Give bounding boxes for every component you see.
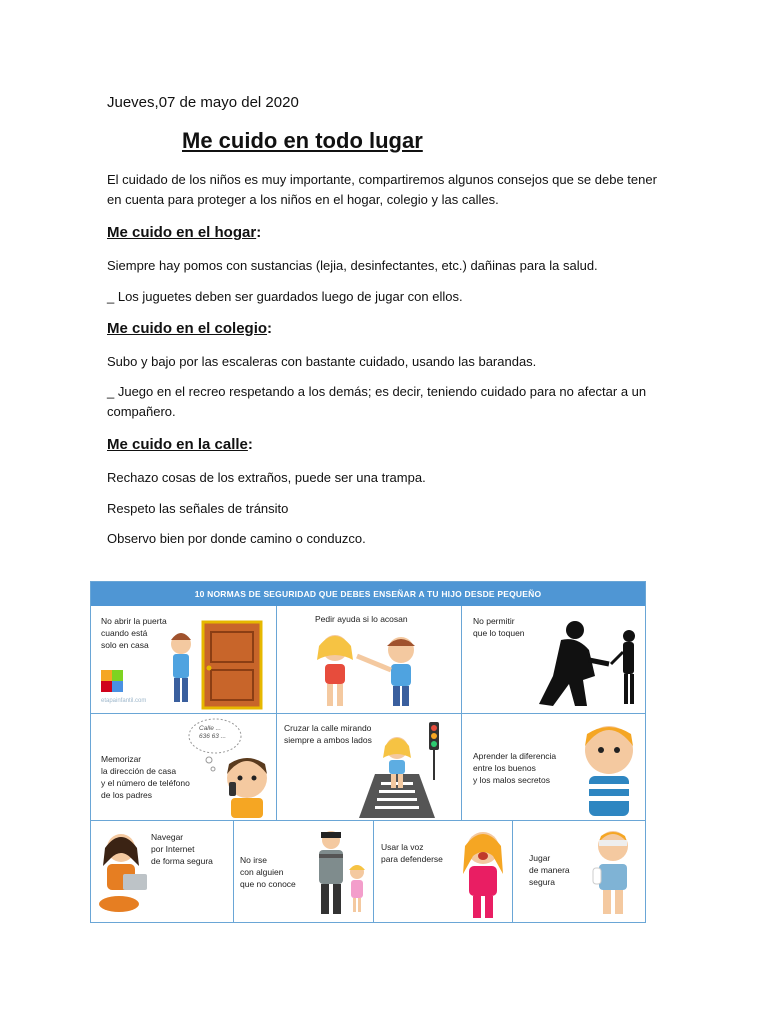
hogar-line-1: Siempre hay pomos con sustancias (lejia, desinfectantes, etc.) dañinas para la salud. (107, 258, 598, 273)
grid-line (91, 713, 646, 714)
cell-text-help: Pedir ayuda si lo acosan (315, 614, 408, 624)
cell-text-memorize: Memorizar la dirección de casa y el número de teléfono de los padres (101, 754, 190, 800)
brand-text: etapainfantil.com (101, 698, 147, 704)
cell-text-stranger: No irse con alguien que no conoce (240, 855, 296, 889)
grid-line (461, 606, 462, 820)
cell-text-play: Jugar de manera segura (529, 853, 570, 887)
page-title: Me cuido en todo lugar (182, 128, 423, 153)
safety-infographic (90, 581, 646, 923)
colegio-line-2: _ Juego en el recreo respetando a los demás; es decir, teniendo cuidado para no afectar a un compañero. (107, 384, 647, 419)
shouting-girl-illustration (457, 826, 509, 922)
children-pulling-hair-illustration (305, 626, 435, 710)
calle-line-3: Observo bien por donde camino o conduzco. (107, 531, 366, 546)
girl-with-laptop-illustration (97, 830, 149, 914)
intro-paragraph: El cuidado de los niños es muy importante, compartiremos algunos consejos que se debe tener en cuenta para proteger a los niños en el hogar, colegio y las calles. (107, 172, 657, 207)
grid-line (276, 606, 277, 820)
infographic-banner: 10 NORMAS DE SEGURIDAD QUE DEBES ENSEÑAR A TU HIJO DESDE PEQUEÑO (91, 582, 645, 606)
grid-line (91, 820, 646, 821)
calle-line-1: Rechazo cosas de los extraños, puede ser una trampa. (107, 470, 426, 485)
puzzle-logo-icon (101, 670, 123, 692)
grid-line (373, 820, 374, 923)
cell-text-voice: Usar la voz para defenderse (381, 842, 443, 864)
section-heading-colegio: Me cuido en el colegio: (107, 320, 273, 337)
grid-line (233, 820, 234, 923)
hogar-line-2: _ Los juguetes deben ser guardados luego de jugar con ellos. (107, 289, 463, 304)
child-at-door-illustration (167, 618, 267, 710)
grid-line (512, 820, 513, 923)
cell-text-cross: Cruzar la calle mirando siempre a ambos lados (284, 723, 372, 745)
cell-text-secrets: Aprender la diferencia entre los buenos y los malos secretos (473, 751, 557, 785)
calle-line-2: Respeto las señales de tránsito (107, 501, 289, 516)
silhouette-stranger-illustration (535, 620, 639, 710)
stranger-with-child-illustration (305, 830, 371, 920)
blond-boy-illustration (579, 720, 641, 820)
crosswalk-illustration (341, 722, 447, 820)
colegio-line-1: Subo y bajo por las escaleras con bastante cuidado, usando las barandas. (107, 354, 537, 369)
cell-text-door: No abrir la puerta cuando está solo en casa (101, 616, 167, 650)
cell-text-internet: Navegar por Internet de forma segura (151, 832, 213, 866)
injured-boy-illustration (591, 826, 637, 920)
thought-bubble-text: Calle ... 636 63 ... (199, 725, 227, 740)
section-heading-hogar: Me cuido en el hogar: (107, 224, 262, 241)
date-line: Jueves,07 de mayo del 2020 (107, 94, 299, 111)
boy-on-phone-illustration (219, 752, 273, 818)
cell-text-touch: No permitir que lo toquen (473, 616, 525, 638)
section-heading-calle: Me cuido en la calle: (107, 436, 253, 453)
